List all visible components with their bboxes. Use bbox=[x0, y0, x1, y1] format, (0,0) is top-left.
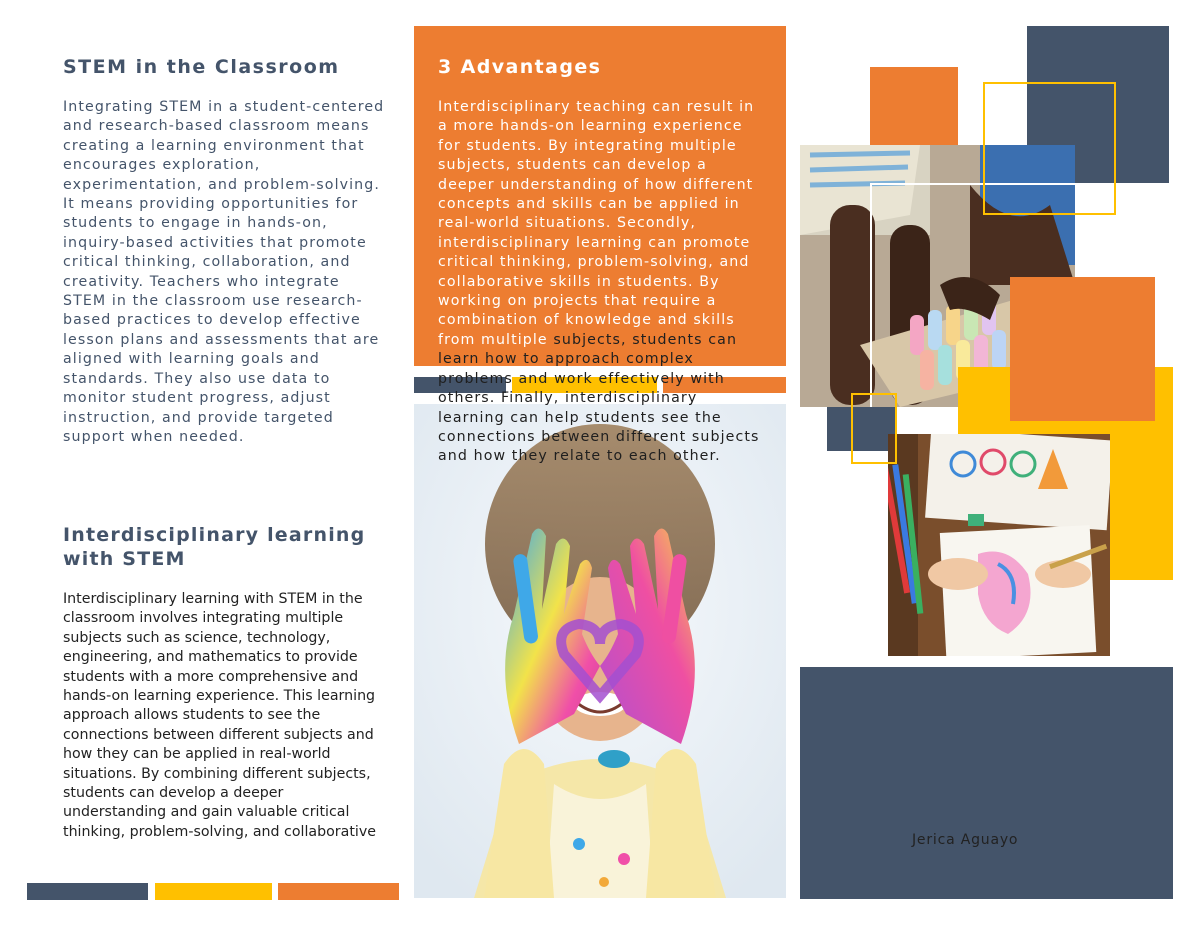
child-painted-hands-illustration bbox=[414, 404, 786, 898]
stem-classroom-title: STEM in the Classroom bbox=[63, 56, 340, 78]
deco-yellow-outline-top bbox=[983, 82, 1116, 215]
bottom-bar-dark bbox=[27, 883, 148, 900]
deco-orange-square-top bbox=[870, 67, 958, 145]
bottom-bar-orange bbox=[278, 883, 399, 900]
author-name: Jerica Aguayo bbox=[912, 832, 1019, 848]
interdisciplinary-heading: Interdisciplinary learning with STEM bbox=[63, 524, 366, 570]
stem-classroom-intro: Integrating STEM in a student-centered and research-based classroom means creating a learning environment that encourages exploration, experimentation, and problem-solving. It means providing opportunities for students to engage in hands-on, inquiry-based activities that promote critical thinking, collaboration, and creativity. Teachers who integrate STEM in the classroom use research-based practices to develop effective lesson plans and assessments that are aligned with learning goals and standards. They also use data to monitor student progress, adjust instruction, and provide targeted support when needed. bbox=[63, 99, 385, 445]
advantages-body-part2: subjects, students can learn how to approach complex problems and work effectively with others. Finally, interdisciplinary learning can help students see the connections between different subjects and how they relate to each other. bbox=[438, 331, 760, 465]
advantages-body-part1: Interdisciplinary teaching can result in a more hands-on learning experience for students. By integrating multiple subjects, students can develop a deeper understanding of how different concepts and skills can be applied in real-world situations. Secondly, interdisciplinary learning can promote critical thinking, problem-solving, and collaborative skills in students. By working on projects that require a combination of knowledge and skills from multiple bbox=[438, 99, 755, 348]
deco-orange-square-mid bbox=[1010, 277, 1155, 421]
child-painted-hands-photo bbox=[414, 404, 786, 898]
author-dark-panel bbox=[800, 667, 1173, 899]
advantages-title: 3 Advantages bbox=[438, 56, 602, 78]
bottom-bar-yellow bbox=[155, 883, 272, 900]
interdisciplinary-body: Interdisciplinary learning with STEM in the classroom involves integrating multiple subjects such as science, technology, engineering, and mathematics to provide students with a more comprehensive and hands-on learning experience. This learning approach allows students to see the connections between different subjects and how they can be applied in real-world situations. By combining different subjects, students can develop a deeper understanding and gain valuable critical thinking, problem-solving, and collaborative bbox=[63, 591, 376, 840]
advantages-body bbox=[438, 98, 768, 467]
deco-yellow-outline-small bbox=[851, 393, 897, 464]
kids-drawing-photo bbox=[888, 434, 1110, 656]
kids-drawing-illustration bbox=[888, 434, 1110, 656]
